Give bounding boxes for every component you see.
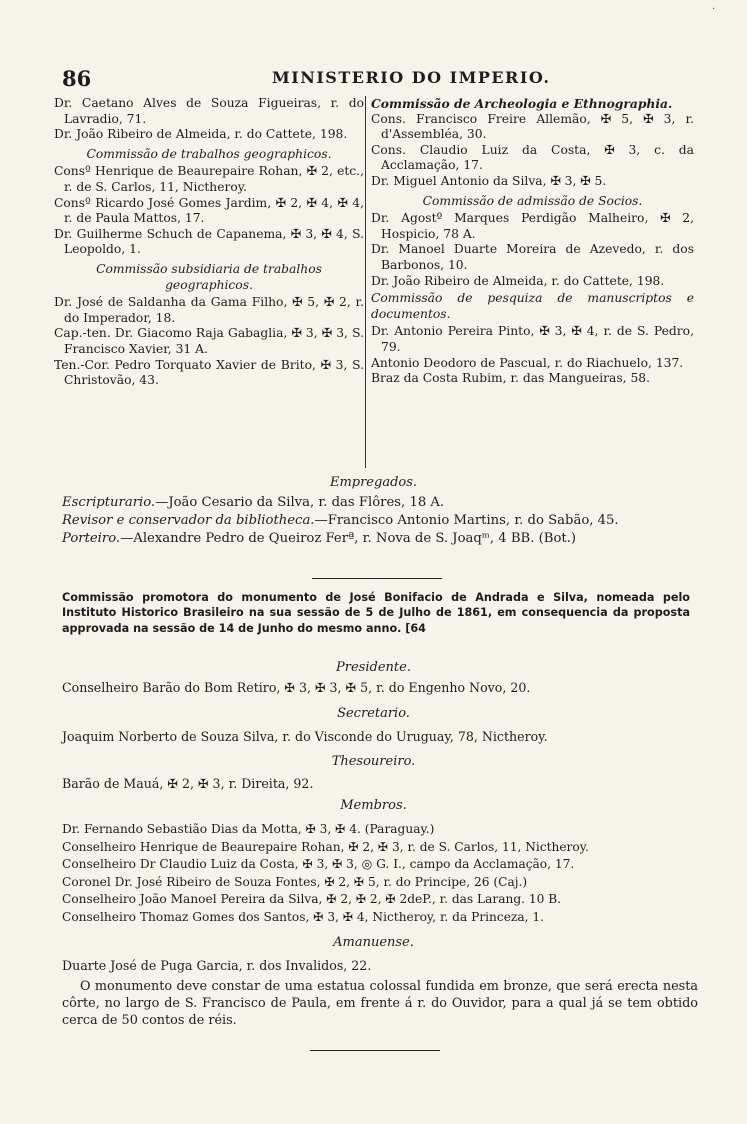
entry: Dr. Antonio Pereira Pinto, ✠ 3, ✠ 4, r. de S. Pedro, 79. [371,324,694,354]
page-header [62,66,682,90]
secretario-heading: Secretario. [337,706,410,721]
entry: Consº Henrique de Beaurepaire Rohan, ✠ 2, etc., r. de S. Carlos, 11, Nictheroy. [54,164,364,194]
entry: Dr. Caetano Alves de Souza Figueiras, r. do Lavradio, 71. [54,96,364,126]
member-entry: Conselheiro Thomaz Gomes dos Santos, ✠ 3, ✠ 4, Nictheroy, r. da Princeza, 1. [62,909,544,924]
member-entry: Dr. Fernando Sebastião Dias da Motta, ✠ 3, ✠ 4. (Paraguay.) [62,822,435,836]
two-column-section [54,96,694,472]
staff-list [62,494,692,548]
entry: Cap.-ten. Dr. Giacomo Raja Gabaglia, ✠ 3, ✠ 3, S. Francisco Xavier, 31 A. [54,326,364,356]
page-number: 86 [62,66,92,91]
left-column [54,96,364,468]
staff-label: Revisor e conservador da bibliotheca. [62,513,315,528]
empregados-heading: Empregados. [329,475,418,490]
presidente-entry: Conselheiro Barão do Bom Retiro, ✠ 3, ✠ 3, ✠ 5, r. do Engenho Novo, 20. [62,680,531,695]
member-entry: Conselheiro Henrique de Beaurepaire Rohan, ✠ 2, ✠ 3, r. de S. Carlos, 11, Nictheroy. [62,839,589,854]
tesoureiro-entry: Barão de Mauá, ✠ 2, ✠ 3, r. Direita, 92. [62,776,314,791]
entry: Dr. Miguel Antonio da Silva, ✠ 3, ✠ 5. [371,173,607,188]
amanuense-entry: Duarte José de Puga Garcia, r. dos Invalidos, 22. [62,958,372,973]
membros-heading: Membros. [340,798,407,813]
entry: Dr. Manoel Duarte Moreira de Azevedo, r. dos Barbonos, 10. [371,242,694,272]
subheading: Commissão de Archeologia e Ethnographia. [371,96,673,111]
subheading: Commissão de admissão de Socios. [422,193,643,208]
member-entry: Coronel Dr. José Ribeiro de Souza Fontes, ✠ 2, ✠ 5, r. do Principe, 26 (Caj.) [62,874,528,889]
staff-text: —Alexandre Pedro de Queiroz Ferª, r. Nova de S. Joaqᵐ, 4 BB. (Bot.) [120,531,577,546]
entry: Dr. Agostº Marques Perdigão Malheiro, ✠ 2, Hospicio, 78 A. [371,211,694,241]
entry: Antonio Deodoro de Pascual, r. do Riachuelo, 137. [371,355,684,370]
presidente-heading: Presidente. [336,660,411,675]
staff-label: Escripturario. [62,495,156,510]
staff-text: —Francisco Antonio Martins, r. do Sabão, 45. [314,513,619,528]
commission-heading: Commissão promotora do monumento de José Bonifacio de Andrada e Silva, nomeada pelo Instituto Historico Brasileiro na sua sessão de 5 de Julho de 1861, em consequencia da proposta approvada na sessão de 14 de Junho do mesmo anno. [64 [62,591,690,635]
subheading: Commissão subsidiaria de trabalhos geographicos. [96,261,322,292]
entry: Cons. Claudio Luiz da Costa, ✠ 3, c. da Acclamação, 17. [371,142,694,173]
staff-line [62,494,692,512]
subheading: Commissão de trabalhos geographicos. [86,146,332,161]
subheading: Commissão de pesquiza de manuscriptos e documentos. [371,291,694,321]
secretario-entry: Joaquim Norberto de Souza Silva, r. do Visconde do Uruguay, 78, Nictheroy. [62,729,548,744]
running-title: MINISTERIO DO IMPERIO. [272,68,551,87]
tesoureiro-heading: Thesoureiro. [331,754,416,769]
right-column [371,96,694,468]
entry: Ten.-Cor. Pedro Torquato Xavier de Brito, ✠ 3, S. Christovão, 43. [54,357,364,388]
entry: Dr. João Ribeiro de Almeida, r. do Cattete, 198. [371,273,665,288]
margin-mark: · [712,4,716,15]
entry: Consº Ricardo José Gomes Jardim, ✠ 2, ✠ 4, ✠ 4, r. de Paula Mattos, 17. [54,195,364,226]
monument-note: O monumento deve constar de uma estatua colossal fundida em bronze, que será erecta nesta côrte, no largo de S. Francisco de Paula, em frente á r. do Ouvidor, para a qual já se tem obtido cerca de 50 contos de réis. [62,979,698,1028]
entry: Cons. Francisco Freire Allemão, ✠ 5, ✠ 3, r. d'Assembléa, 30. [371,111,694,142]
staff-label: Porteiro. [62,531,121,546]
entry: Dr. José de Saldanha da Gama Filho, ✠ 5, ✠ 2, r. do Imperador, 18. [54,295,364,325]
entry: Dr. Guilherme Schuch de Capanema, ✠ 3, ✠ 4, S. Leopoldo, 1. [54,226,364,257]
bottom-rule [310,1050,440,1051]
entry: Braz da Costa Rubim, r. das Mangueiras, 58. [371,371,651,386]
member-entry: Conselheiro João Manoel Pereira da Silva, ✠ 2, ✠ 2, ✠ 2deP., r. das Larang. 10 B. [62,892,562,906]
entry: Dr. João Ribeiro de Almeida, r. do Cattete, 198. [54,127,348,142]
staff-line [62,530,692,548]
staff-text: —João Cesario da Silva, r. das Flôres, 18 A. [155,495,445,510]
section-rule [312,578,442,579]
member-entry: Conselheiro Dr Claudio Luiz da Costa, ✠ 3, ✠ 3, ◎ G. I., campo da Acclamação, 17. [62,857,575,871]
amanuense-heading: Amanuense. [333,935,414,950]
column-divider [365,96,366,468]
staff-line [62,512,692,530]
